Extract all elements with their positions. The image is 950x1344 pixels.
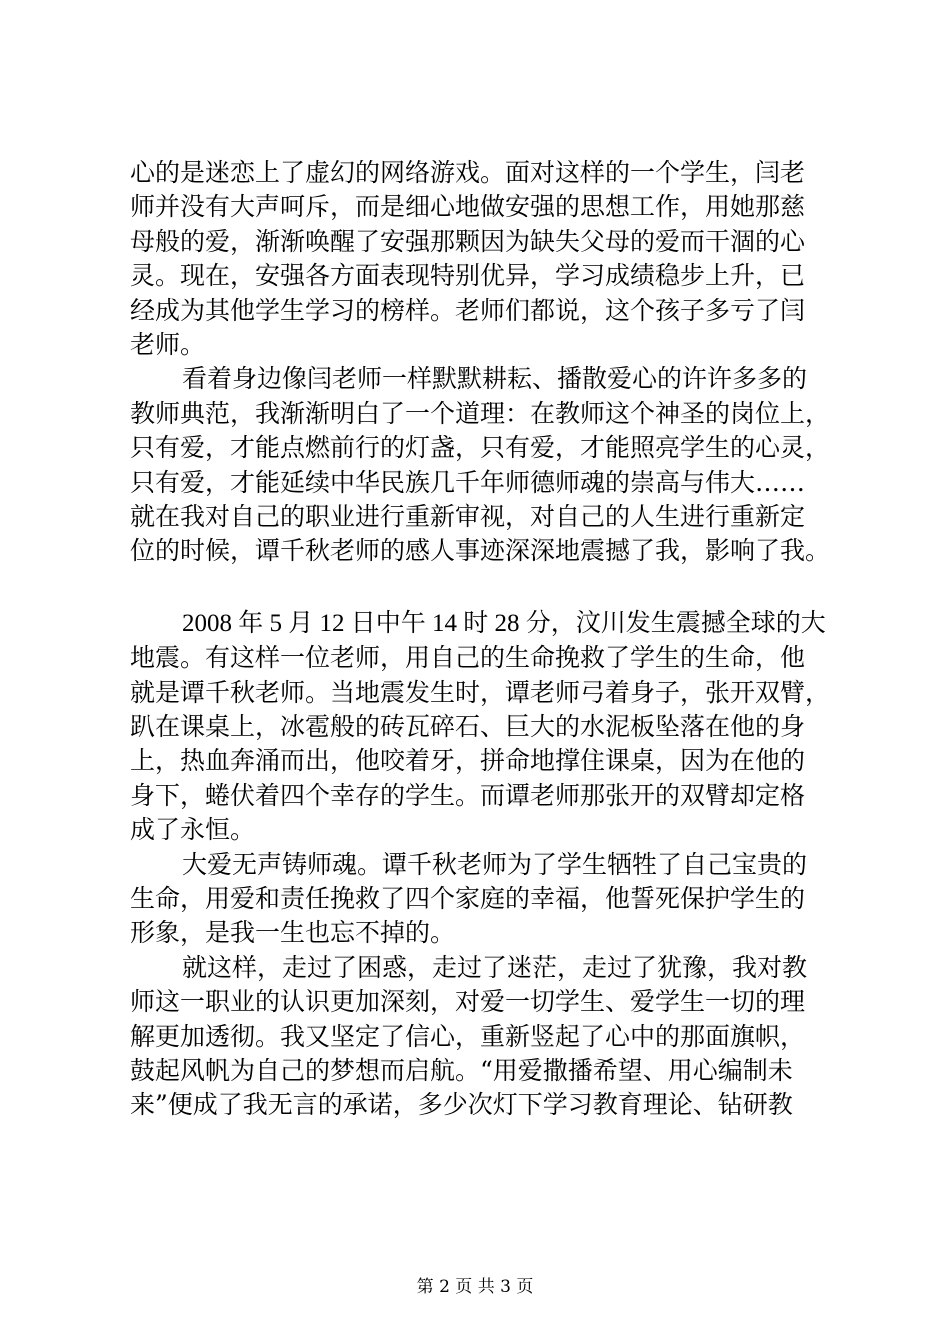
text-line bbox=[0, 710, 950, 744]
text-line-content: 就在我对自己的职业进行重新审视，对自己的人生进行重新定 bbox=[130, 502, 806, 531]
text-line bbox=[0, 397, 950, 431]
text-line-content: 身下，蜷伏着四个幸存的学生。而谭老师那张开的双臂却定格 bbox=[130, 781, 806, 810]
text-line-content: 灵。现在，安强各方面表现特别优异，学习成绩稳步上升，已 bbox=[130, 261, 806, 290]
text-line-content: 师并没有大声呵斥，而是细心地做安强的思想工作，用她那慈 bbox=[130, 192, 806, 221]
text-line-content: 母般的爱，渐渐唤醒了安强那颗因为缺失父母的爱而干涸的心 bbox=[130, 227, 806, 256]
text-line-content: 师这一职业的认识更加深刻，对爱一切学生、爱学生一切的理 bbox=[130, 987, 806, 1016]
text-line-content: 上，热血奔涌而出，他咬着牙，拼命地撑住课桌，因为在他的 bbox=[130, 746, 806, 775]
text-line bbox=[0, 1088, 950, 1122]
text-line-content: 看着身边像闫老师一样默默耕耘、播散爱心的许许多多的 bbox=[182, 364, 808, 393]
text-line-content: 位的时候，谭千秋老师的感人事迹深深地震撼了我，影响了我。 bbox=[130, 536, 831, 565]
text-line-content: 成了永恒。 bbox=[130, 815, 256, 844]
text-line-content: 鼓起风帆为自己的梦想而启航。“用爱撒播希望、用心编制未 bbox=[130, 1056, 793, 1085]
text-line bbox=[0, 641, 950, 675]
text-line bbox=[0, 985, 950, 1019]
text-line bbox=[0, 779, 950, 813]
text-line-content: 来”便成了我无言的承诺，多少次灯下学习教育理论、钻研教 bbox=[130, 1090, 793, 1119]
text-line bbox=[0, 951, 950, 985]
text-line-content: 只有爱，才能延续中华民族几千年师德师魂的崇高与伟大…… bbox=[130, 468, 806, 497]
text-line bbox=[0, 431, 950, 465]
text-line bbox=[0, 1020, 950, 1054]
text-line bbox=[0, 848, 950, 882]
text-line-content: 生命，用爱和责任挽救了四个家庭的幸福，他誓死保护学生的 bbox=[130, 884, 806, 913]
page-number-label: 第 2 页 共 3 页 bbox=[416, 1277, 534, 1297]
text-line-content: 老师。 bbox=[130, 330, 206, 359]
text-line-content: 就这样，走过了困惑，走过了迷茫，走过了犹豫，我对教 bbox=[182, 953, 808, 982]
text-line-content: 经成为其他学生学习的榜样。老师们都说，这个孩子多亏了闫 bbox=[130, 296, 806, 325]
text-line bbox=[0, 259, 950, 293]
text-line-content: 形象，是我一生也忘不掉的。 bbox=[130, 918, 456, 947]
text-line bbox=[0, 534, 950, 568]
text-line bbox=[0, 466, 950, 500]
text-line-content: 2008 年 5 月 12 日中午 14 时 28 分，汶川发生震撼全球的大 bbox=[182, 610, 826, 637]
text-line bbox=[0, 190, 950, 224]
text-line bbox=[0, 362, 950, 396]
page-footer bbox=[0, 1274, 950, 1300]
text-line-content: 心的是迷恋上了虚幻的网络游戏。面对这样的一个学生，闫老 bbox=[130, 158, 806, 187]
text-line-content: 地震。有这样一位老师，用自己的生命挽救了学生的生命，他 bbox=[130, 643, 806, 672]
text-line-content: 教师典范，我渐渐明白了一个道理：在教师这个神圣的岗位上， bbox=[130, 399, 831, 428]
text-line-content: 趴在课桌上，冰雹般的砖瓦碎石、巨大的水泥板坠落在他的身 bbox=[130, 712, 806, 741]
text-line bbox=[0, 882, 950, 916]
text-line-content: 就是谭千秋老师。当地震发生时，谭老师弓着身子，张开双臂， bbox=[130, 678, 831, 707]
text-line bbox=[0, 1054, 950, 1088]
text-line bbox=[0, 500, 950, 534]
text-line bbox=[0, 607, 950, 641]
text-line bbox=[0, 744, 950, 778]
text-line bbox=[0, 676, 950, 710]
text-line bbox=[0, 916, 950, 950]
text-line bbox=[0, 328, 950, 362]
text-line bbox=[0, 294, 950, 328]
text-line bbox=[0, 156, 950, 190]
text-line bbox=[0, 225, 950, 259]
text-line bbox=[0, 813, 950, 847]
text-line-content: 解更加透彻。我又坚定了信心，重新竖起了心中的那面旗帜， bbox=[130, 1022, 806, 1051]
text-line-content: 只有爱，才能点燃前行的灯盏，只有爱，才能照亮学生的心灵， bbox=[130, 433, 831, 462]
text-line-content: 大爱无声铸师魂。谭千秋老师为了学生牺牲了自己宝贵的 bbox=[182, 850, 808, 879]
